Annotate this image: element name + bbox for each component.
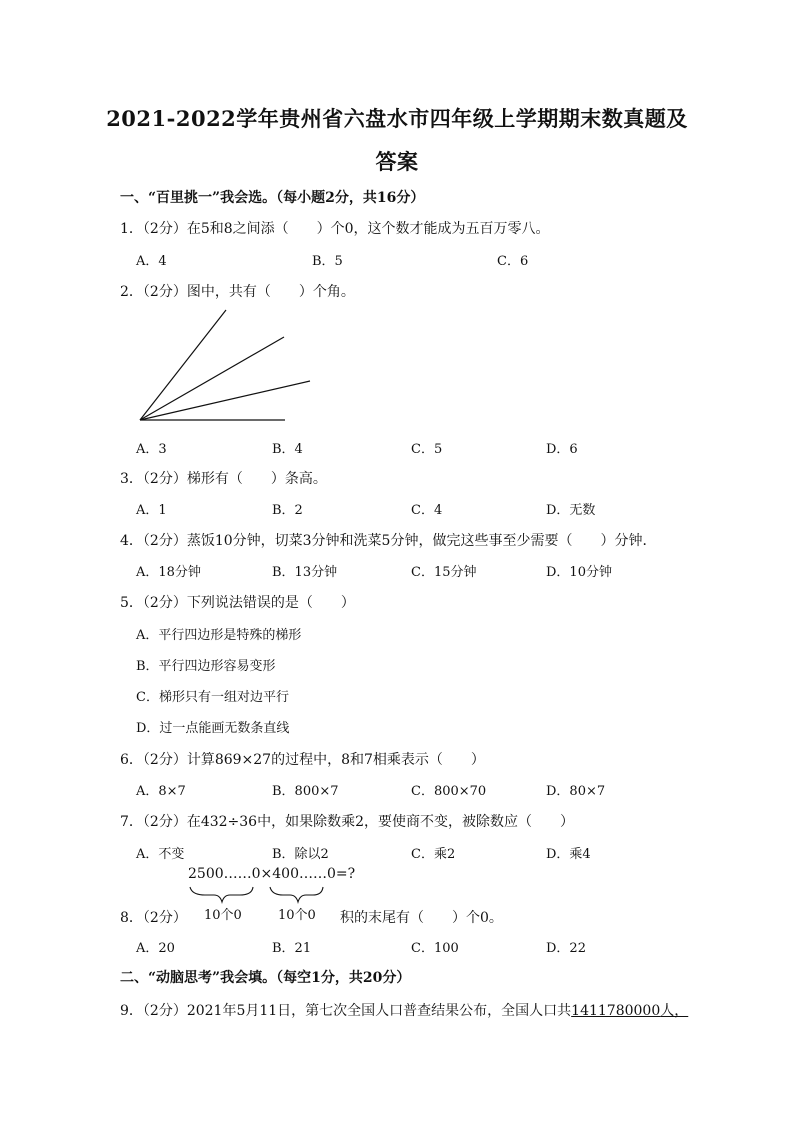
- q7-option-a: A．不变: [136, 847, 185, 862]
- q3-option-a: A．1: [136, 503, 167, 518]
- section-2-heading: 二、“动脑思考”我会填。（每空1分，共20分）: [120, 970, 411, 986]
- q3-option-d: D．无数: [546, 503, 596, 518]
- q1-option-b: B．5: [312, 254, 343, 269]
- q4-option-a: A．18分钟: [136, 565, 201, 580]
- q4-option-d: D．10分钟: [546, 565, 612, 580]
- question-4-text: 4．（2分）蒸饭10分钟，切菜3分钟和洗菜5分钟，做完这些事至少需要（ ）分钟．: [120, 533, 657, 549]
- q7-option-d: D．乘4: [546, 847, 591, 862]
- question-7-text: 7．（2分）在432÷36中，如果除数乘2，要使商不变，被除数应（ ）: [120, 814, 574, 830]
- brace-1: [190, 887, 253, 902]
- q3-option-b: B．2: [272, 503, 303, 518]
- q8-brace-1-label: 10个0: [204, 908, 242, 923]
- q8-brace-2-label: 10个0: [278, 908, 316, 923]
- q2-option-d: D．6: [546, 442, 578, 457]
- q4-option-b: B．13分钟: [272, 565, 338, 580]
- q8-option-b: B．21: [272, 941, 312, 956]
- q6-option-a: A．8×7: [136, 784, 186, 799]
- question-9-text: 9．（2分）2021年5月11日，第七次全国人口普查结果公布，全国人口共: [120, 1003, 572, 1019]
- q6-option-d: D．80×7: [546, 784, 606, 799]
- q2-option-a: A．3: [136, 442, 167, 457]
- q8-option-c: C．100: [411, 941, 459, 956]
- q7-option-c: C．乘2: [411, 847, 456, 862]
- q8-formula: 2500……0×400……0=?: [188, 866, 356, 882]
- question-2-text: 2．（2分）图中，共有（ ）个角。: [120, 284, 355, 300]
- q1-option-c: C．6: [497, 254, 529, 269]
- q5-option-c: C．梯形只有一组对边平行: [136, 690, 289, 705]
- page-title-line1: 2021-2022学年贵州省六盘水市四年级上学期期末数真题及: [106, 106, 688, 131]
- question-8-suffix: 积的末尾有（ ）个0。: [340, 910, 503, 926]
- q2-option-c: C．5: [411, 442, 443, 457]
- q4-option-c: C．15分钟: [411, 565, 477, 580]
- question-3-text: 3．（2分）梯形有（ ）条高。: [120, 471, 327, 487]
- question-6-text: 6．（2分）计算869×27的过程中，8和7相乘表示（ ）: [120, 752, 485, 768]
- q5-option-b: B．平行四边形容易变形: [136, 659, 276, 674]
- q5-option-d: D．过一点能画无数条直线: [136, 721, 290, 736]
- question-8-prefix: 8．（2分）: [120, 910, 187, 926]
- q5-option-a: A．平行四边形是特殊的梯形: [136, 628, 302, 643]
- q6-option-b: B．800×7: [272, 784, 339, 799]
- q1-option-a: A．4: [136, 254, 167, 269]
- brace-2: [270, 887, 323, 902]
- question-5-text: 5．（2分）下列说法错误的是（ ）: [120, 595, 355, 611]
- q8-option-a: A．20: [136, 941, 175, 956]
- q7-option-b: B．除以2: [272, 847, 329, 862]
- section-1-heading: 一、“百里挑一”我会选。（每小题2分，共16分）: [120, 190, 425, 206]
- population-unit: 人，: [660, 1003, 689, 1019]
- question-1-text: 1．（2分）在5和8之间添（ ）个0，这个数才能成为五百万零八。: [120, 221, 550, 237]
- q3-option-c: C．4: [411, 503, 443, 518]
- q8-option-d: D．22: [546, 941, 586, 956]
- question-9-line: [120, 1000, 688, 1020]
- page-title-line2: 答案: [375, 149, 419, 174]
- population-number: 1411780000: [571, 1003, 661, 1019]
- q2-option-b: B．4: [272, 442, 303, 457]
- q6-option-c: C．800×70: [411, 784, 487, 799]
